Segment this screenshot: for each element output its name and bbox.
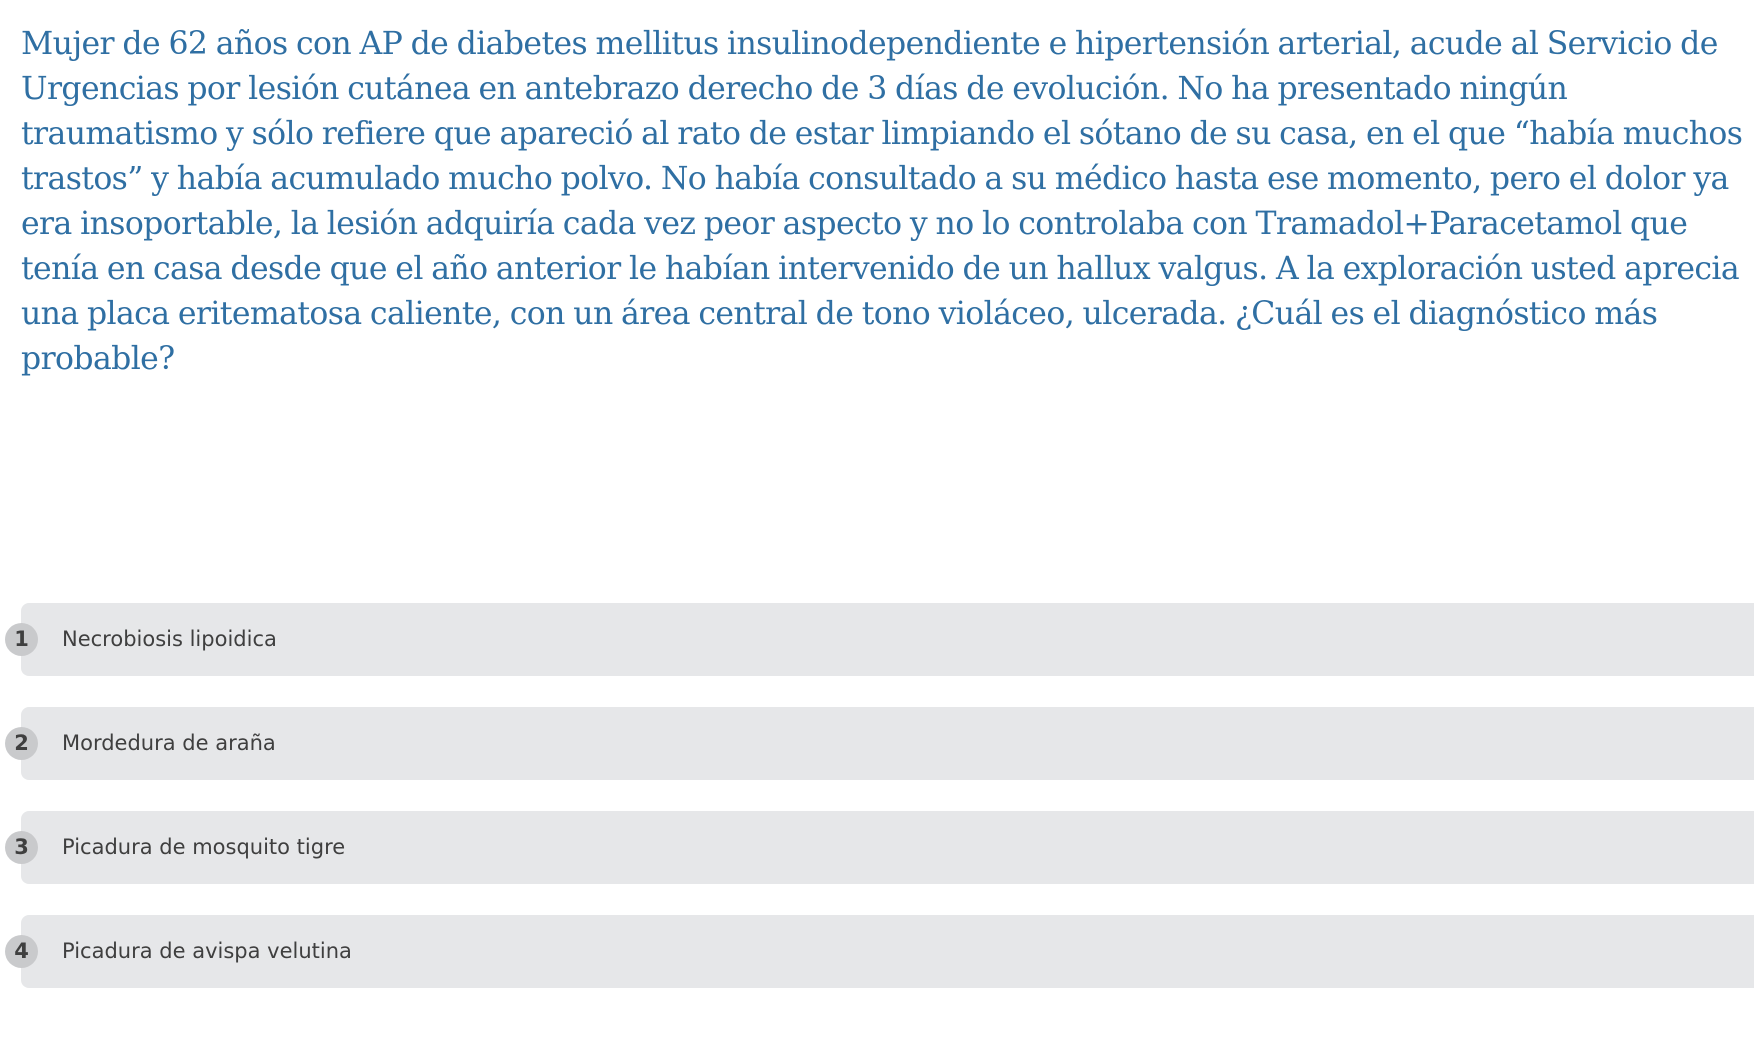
answer-option-4[interactable] — [0, 915, 1754, 988]
question-text: Mujer de 62 años con AP de diabetes mellitus insulinodependiente e hipertensión arterial, acude al Servicio de Urgencias por lesión cutánea en antebrazo derecho de 3 días de evolución. No ha presentado ningún traumatismo y sólo refiere que apareció al rato de estar limpiando el sótano de su casa, en el que “había muchos trastos” y había acumulado mucho polvo. No había consultado a su médico hasta ese momento, pero el dolor ya era insoportable, la lesión adquiría cada vez peor aspecto y no lo controlaba con Tramadol+Paracetamol que tenía en casa desde que el año anterior le habían intervenido de un hallux valgus. A la exploración usted aprecia una placa eritematosa caliente, con un área central de tono violáceo, ulcerada. ¿Cuál es el diagnóstico más probable? — [21, 26, 1743, 377]
answer-option-3[interactable] — [0, 811, 1754, 884]
answer-number-badge: 3 — [5, 831, 38, 864]
answer-number-badge: 1 — [5, 623, 38, 656]
answer-options — [0, 603, 1754, 1019]
answer-option-background — [21, 707, 1754, 780]
answer-option-label: Necrobiosis lipoidica — [62, 627, 277, 651]
answer-option-label: Picadura de avispa velutina — [62, 939, 352, 963]
answer-option-2[interactable] — [0, 707, 1754, 780]
answer-option-background — [21, 603, 1754, 676]
answer-number-badge: 2 — [5, 727, 38, 760]
answer-option-label: Mordedura de araña — [62, 731, 276, 755]
answer-number-badge: 4 — [5, 935, 38, 968]
answer-option-1[interactable] — [0, 603, 1754, 676]
answer-option-label: Picadura de mosquito tigre — [62, 835, 346, 859]
